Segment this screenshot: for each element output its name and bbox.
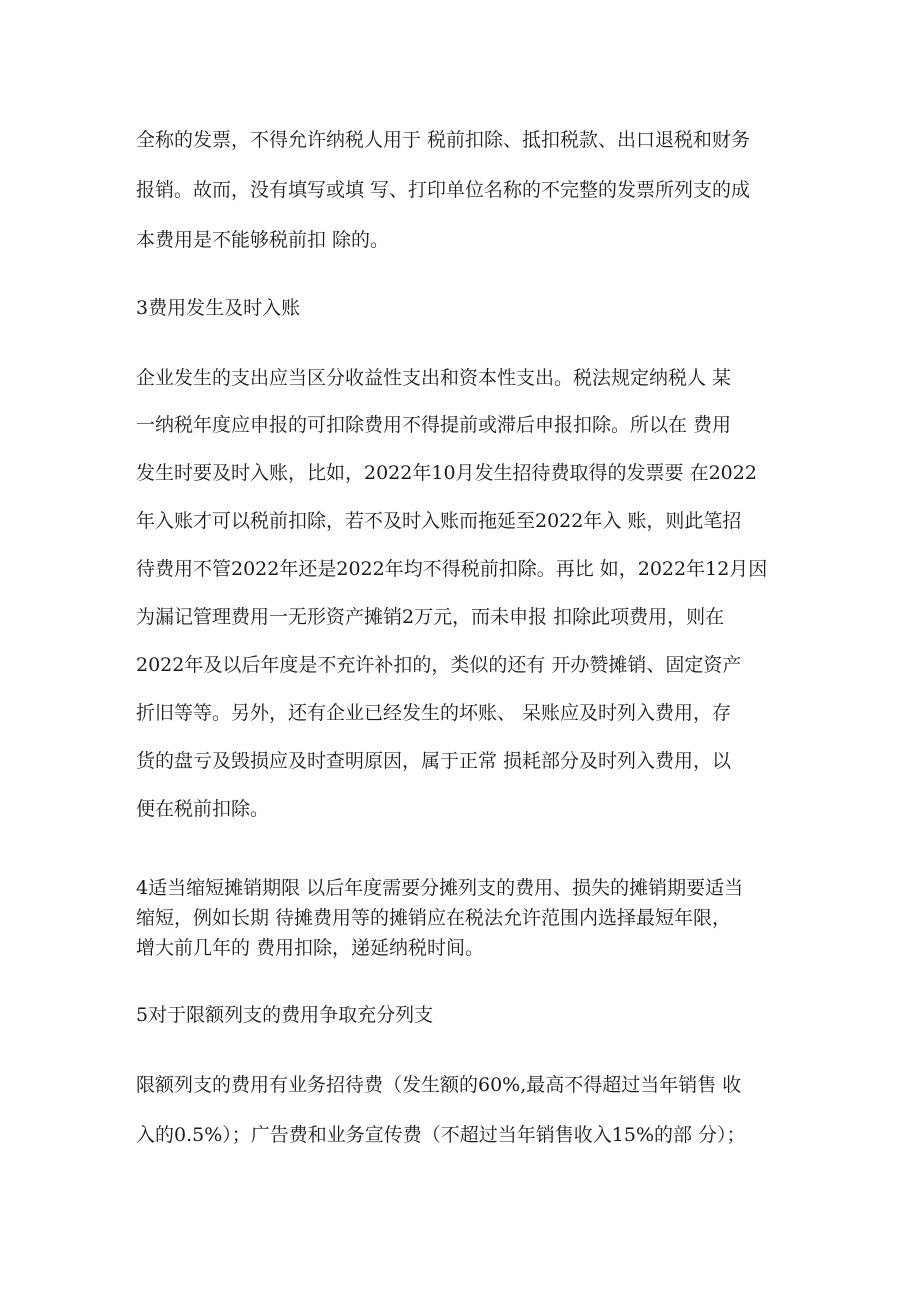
text-line: 年入账才可以税前扣除，若不及时入账而拖延至2022年入 账，则此笔招 bbox=[136, 510, 742, 532]
section-heading-3: 3费用发生及时入账 bbox=[136, 297, 301, 319]
section-heading-5: 5对于限额列支的费用争取充分列支 bbox=[136, 1004, 434, 1026]
text-line: 货的盘亏及毁损应及时查明原因，属于正常 损耗部分及时列入费用，以 bbox=[136, 750, 732, 772]
text-line: 报销。故而，没有填写或填 写、打印单位名称的不完整的发票所列支的成 bbox=[136, 179, 751, 201]
text-line: 为漏记管理费用一无形资产摊销2万元，而未申报 扣除此项费用，则在 bbox=[136, 606, 725, 628]
text-line: 限额列支的费用有业务招待费（发生额的60%,最高不得超过当年销售 收 bbox=[136, 1074, 742, 1096]
text-line: 2022年及以后年度是不充许补扣的，类似的还有 开办赞摊销、固定资产 bbox=[136, 654, 742, 676]
text-line: 本费用是不能够税前扣 除的。 bbox=[136, 229, 390, 251]
text-line: 全称的发票，不得允许纳税人用于 税前扣除、抵扣税款、出口退税和财务 bbox=[136, 129, 751, 151]
text-line: 发生时要及时入账，比如，2022年10月发生招待费取得的发票要 在2022 bbox=[136, 462, 757, 484]
text-line: 折旧等等。另外，还有企业已经发生的坏账、 呆账应及时列入费用，存 bbox=[136, 702, 732, 724]
text-line: 一纳税年度应申报的可扣除费用不得提前或滞后申报扣除。所以在 费用 bbox=[136, 414, 732, 436]
text-line: 便在税前扣除。 bbox=[136, 798, 270, 820]
text-line: 增大前几年的 费用扣除，递延纳税时间。 bbox=[136, 937, 485, 959]
text-line: 企业发生的支出应当区分收益性支出和资本性支出。税法规定纳税人 某 bbox=[136, 367, 732, 389]
text-line: 待费用不管2022年还是2022年均不得税前扣除。再比 如，2022年12月因 bbox=[136, 558, 768, 580]
text-line: 4适当缩短摊销期限 以后年度需要分摊列支的费用、损失的摊销期要适当 bbox=[136, 877, 744, 899]
text-line: 入的0.5%）；广告费和业务宣传费（不超过当年销售收入15%的部 分）； bbox=[136, 1124, 746, 1146]
text-line: 缩短，例如长期 待摊费用等的摊销应在税法允许范围内选择最短年限， bbox=[136, 907, 732, 929]
